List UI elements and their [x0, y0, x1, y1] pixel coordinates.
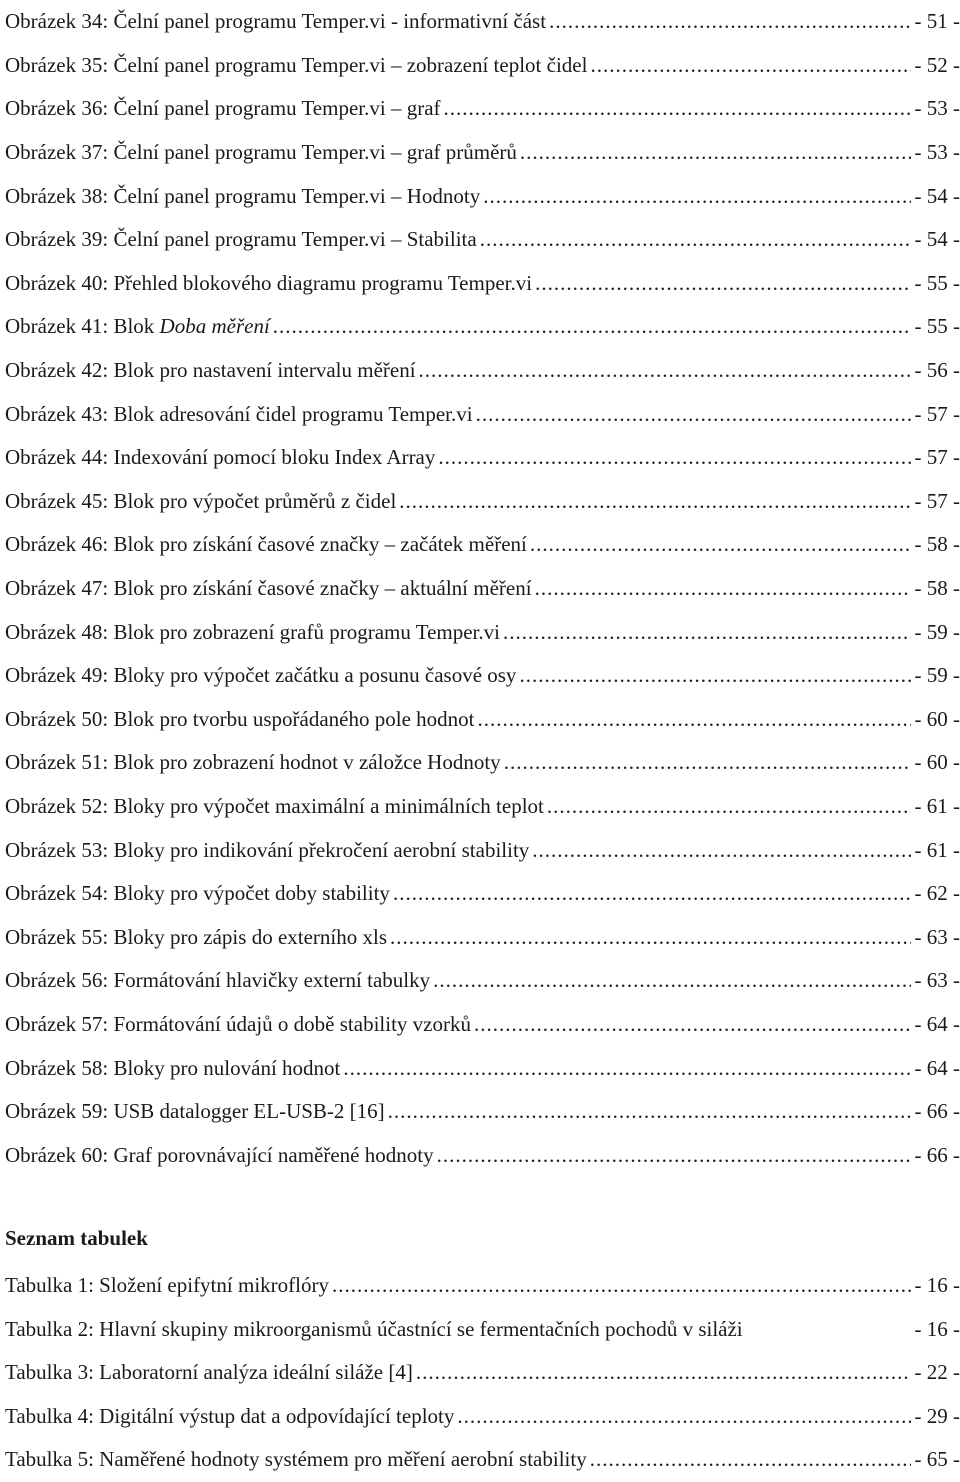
entry-label-text: Obrázek 41: Blok [5, 314, 160, 338]
tables-section-heading: Seznam tabulek [5, 1226, 148, 1251]
dot-leader [273, 314, 911, 339]
entry-label: Obrázek 56: Formátování hlavičky externí tabulky [5, 968, 430, 993]
entry-page: - 53 - [915, 96, 960, 121]
entry-label: Obrázek 39: Čelní panel programu Temper.vi – Stabilita [5, 227, 477, 252]
entry-label: Tabulka 3: Laboratorní analýza ideální siláže [4] [5, 1360, 413, 1385]
dot-leader [483, 184, 910, 209]
entry-page: - 52 - [915, 53, 960, 78]
entry-label: Obrázek 52: Bloky pro výpočet maximální a minimálních teplot [5, 794, 544, 819]
toc-entry[interactable] [5, 654, 960, 698]
entry-page: - 16 - [915, 1317, 960, 1342]
toc-entry[interactable] [5, 872, 960, 916]
toc-entry[interactable] [5, 1046, 960, 1090]
toc-entry[interactable] [5, 610, 960, 654]
entry-label-italic: Doba měření [160, 314, 270, 338]
entry-label: Obrázek 60: Graf porovnávající naměřené hodnoty [5, 1143, 434, 1168]
dot-leader [535, 271, 910, 296]
dot-leader [590, 1447, 911, 1472]
entry-page: - 55 - [915, 271, 960, 296]
toc-entry[interactable] [5, 1133, 960, 1177]
dot-leader [416, 1360, 911, 1385]
entry-page: - 16 - [915, 1273, 960, 1298]
entry-page: - 53 - [915, 140, 960, 165]
entry-page: - 63 - [915, 968, 960, 993]
list-of-figures [5, 0, 960, 1177]
toc-entry[interactable] [5, 1395, 960, 1439]
entry-label: Obrázek 44: Indexování pomocí bloku Index Array [5, 445, 435, 470]
toc-entry[interactable] [5, 915, 960, 959]
entry-label: Tabulka 4: Digitální výstup dat a odpovídající teploty [5, 1404, 454, 1429]
entry-label: Tabulka 1: Složení epifytní mikroflóry [5, 1273, 329, 1298]
entry-label: Obrázek 55: Bloky pro zápis do externího xls [5, 925, 387, 950]
entry-label: Obrázek 43: Blok adresování čidel programu Temper.vi [5, 402, 473, 427]
entry-page: - 64 - [915, 1012, 960, 1037]
entry-label: Obrázek 51: Blok pro zobrazení hodnot v záložce Hodnoty [5, 750, 501, 775]
dot-leader [480, 227, 911, 252]
entry-page: - 61 - [915, 838, 960, 863]
toc-entry[interactable] [5, 480, 960, 524]
toc-entry[interactable] [5, 436, 960, 480]
dot-leader [530, 532, 911, 557]
entry-page: - 57 - [915, 402, 960, 427]
toc-entry[interactable] [5, 828, 960, 872]
dot-leader [474, 1012, 911, 1037]
entry-label: Obrázek 46: Blok pro získání časové značky – začátek měření [5, 532, 527, 557]
entry-page: - 29 - [915, 1404, 960, 1429]
toc-entry[interactable] [5, 131, 960, 175]
toc-entry[interactable] [5, 1351, 960, 1395]
entry-label: Tabulka 5: Naměřené hodnoty systémem pro měření aerobní stability [5, 1447, 587, 1472]
toc-entry[interactable] [5, 567, 960, 611]
dot-leader [393, 881, 911, 906]
entry-page: - 66 - [915, 1099, 960, 1124]
dot-leader [419, 358, 911, 383]
entry-label: Obrázek 34: Čelní panel programu Temper.vi - informativní část [5, 9, 546, 34]
dot-leader [388, 1099, 911, 1124]
dot-leader [519, 663, 910, 688]
entry-page: - 58 - [915, 532, 960, 557]
entry-page: - 55 - [915, 314, 960, 339]
toc-entry[interactable] [5, 1003, 960, 1047]
toc-entry[interactable] [5, 87, 960, 131]
dot-leader [390, 925, 911, 950]
entry-page: - 59 - [915, 620, 960, 645]
entry-page: - 61 - [915, 794, 960, 819]
entry-page: - 59 - [915, 663, 960, 688]
entry-page: - 54 - [915, 227, 960, 252]
entry-page: - 66 - [915, 1143, 960, 1168]
toc-entry[interactable] [5, 305, 960, 349]
dot-leader [535, 576, 911, 601]
dot-leader [437, 1143, 911, 1168]
entry-label: Obrázek 38: Čelní panel programu Temper.vi – Hodnoty [5, 184, 480, 209]
toc-entry[interactable] [5, 523, 960, 567]
entry-page: - 57 - [915, 489, 960, 514]
dot-leader [503, 620, 911, 645]
toc-entry[interactable] [5, 1090, 960, 1134]
dot-leader [547, 794, 911, 819]
entry-label: Obrázek 49: Bloky pro výpočet začátku a posunu časové osy [5, 663, 516, 688]
entry-page: - 56 - [915, 358, 960, 383]
entry-page: - 65 - [915, 1447, 960, 1472]
dot-leader [399, 489, 910, 514]
entry-label [5, 314, 270, 339]
dot-leader [504, 750, 911, 775]
entry-page: - 62 - [915, 881, 960, 906]
entry-label: Obrázek 59: USB datalogger EL-USB-2 [16] [5, 1099, 385, 1124]
entry-label: Tabulka 2: Hlavní skupiny mikroorganismů účastnící se fermentačních pochodů v siláži [5, 1317, 743, 1342]
dot-leader [438, 445, 910, 470]
dot-leader [590, 53, 910, 78]
toc-entry[interactable] [5, 392, 960, 436]
dot-leader [476, 402, 911, 427]
toc-entry[interactable] [5, 959, 960, 1003]
toc-entry[interactable] [5, 741, 960, 785]
dot-leader [343, 1056, 910, 1081]
entry-page: - 64 - [915, 1056, 960, 1081]
dot-leader [549, 9, 910, 34]
dot-leader [457, 1404, 910, 1429]
toc-entry[interactable] [5, 0, 960, 44]
toc-entry[interactable] [5, 698, 960, 742]
toc-entry[interactable] [5, 218, 960, 262]
dot-leader [532, 838, 910, 863]
entry-label: Obrázek 42: Blok pro nastavení intervalu měření [5, 358, 416, 383]
dot-leader [332, 1273, 911, 1298]
toc-entry[interactable] [5, 1308, 960, 1352]
entry-page: - 60 - [915, 707, 960, 732]
entry-page: - 22 - [915, 1360, 960, 1385]
entry-label: Obrázek 53: Bloky pro indikování překročení aerobní stability [5, 838, 529, 863]
entry-label: Obrázek 35: Čelní panel programu Temper.vi – zobrazení teplot čidel [5, 53, 587, 78]
entry-label: Obrázek 36: Čelní panel programu Temper.vi – graf [5, 96, 441, 121]
entry-label: Obrázek 58: Bloky pro nulování hodnot [5, 1056, 340, 1081]
entry-page: - 57 - [915, 445, 960, 470]
entry-label: Obrázek 37: Čelní panel programu Temper.vi – graf průměrů [5, 140, 517, 165]
toc-entry[interactable] [5, 262, 960, 306]
toc-entry[interactable] [5, 1264, 960, 1308]
toc-entry[interactable] [5, 349, 960, 393]
dot-leader [478, 707, 911, 732]
toc-entry[interactable] [5, 1438, 960, 1482]
entry-page: - 63 - [915, 925, 960, 950]
entry-page: - 51 - [915, 9, 960, 34]
list-of-tables [5, 1264, 960, 1482]
dot-leader [520, 140, 911, 165]
entry-label: Obrázek 47: Blok pro získání časové značky – aktuální měření [5, 576, 532, 601]
dot-leader [433, 968, 910, 993]
toc-entry[interactable] [5, 44, 960, 88]
entry-label: Obrázek 40: Přehled blokového diagramu programu Temper.vi [5, 271, 532, 296]
entry-label: Obrázek 45: Blok pro výpočet průměrů z čidel [5, 489, 396, 514]
entry-label: Obrázek 54: Bloky pro výpočet doby stability [5, 881, 390, 906]
entry-page: - 60 - [915, 750, 960, 775]
entry-label: Obrázek 50: Blok pro tvorbu uspořádaného pole hodnot [5, 707, 475, 732]
entry-label: Obrázek 48: Blok pro zobrazení grafů programu Temper.vi [5, 620, 500, 645]
dot-leader [444, 96, 911, 121]
entry-label: Obrázek 57: Formátování údajů o době stability vzorků [5, 1012, 471, 1037]
toc-entry[interactable] [5, 785, 960, 829]
entry-page: - 54 - [915, 184, 960, 209]
toc-entry[interactable] [5, 174, 960, 218]
entry-page: - 58 - [915, 576, 960, 601]
